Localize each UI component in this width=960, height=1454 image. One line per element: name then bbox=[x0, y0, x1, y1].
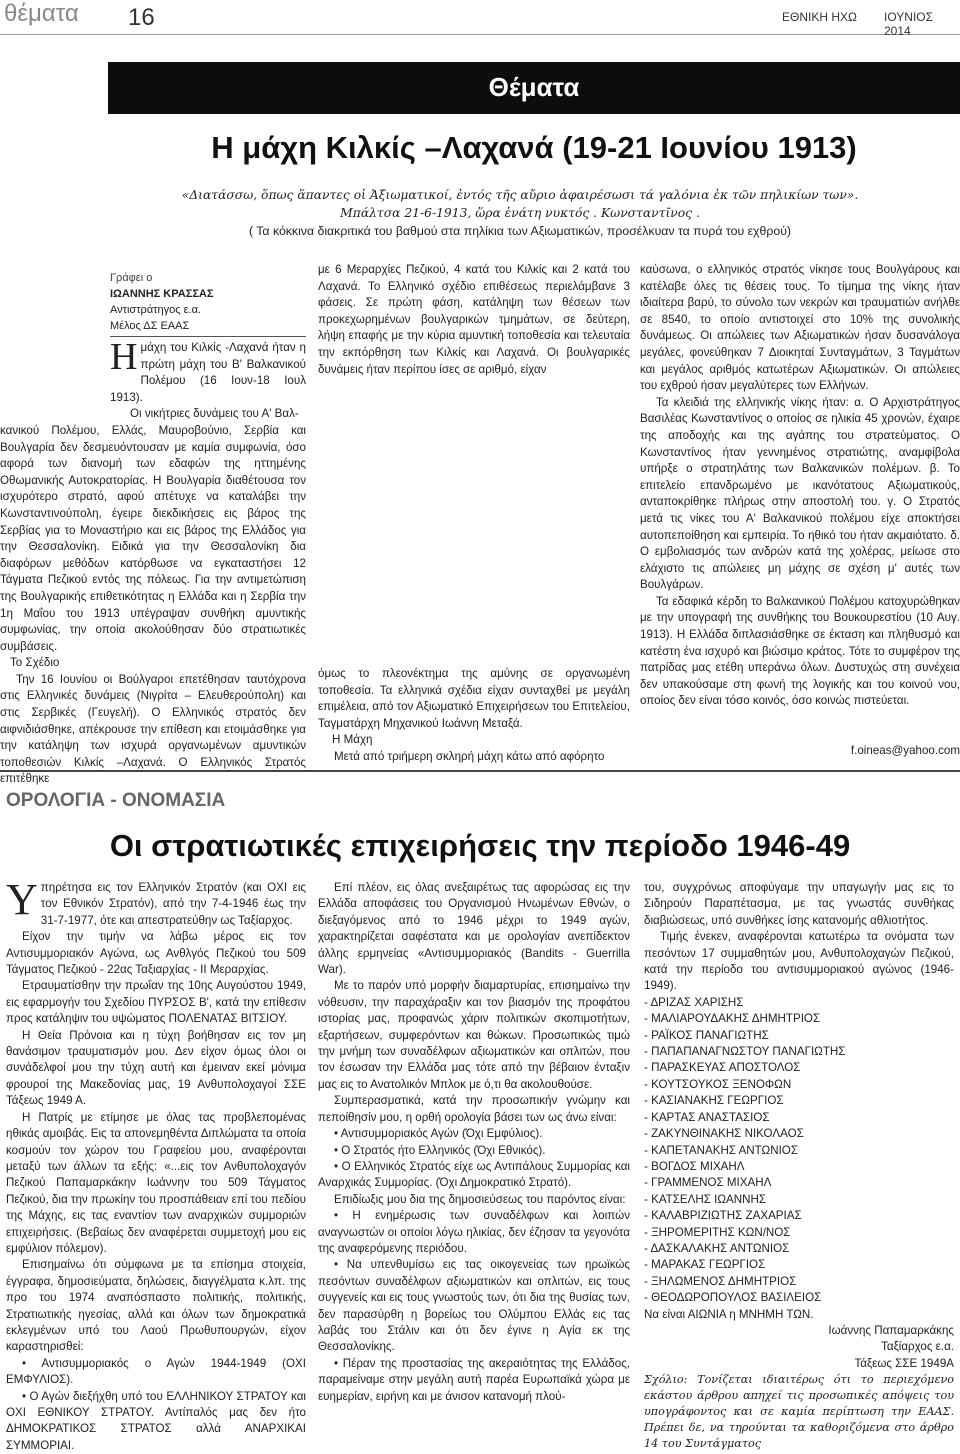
author-name: ΙΩΑΝΝΗΣ ΚΡΑΣΣΑΣ bbox=[110, 288, 214, 300]
lead-paragraph: μάχη του Κιλκίς -Λαχανά ήταν η πρώτη μάχη του Β' Βαλκανικού Πολέμου (16 Ιουν-18 Ιουλ 1913). bbox=[110, 341, 306, 404]
list-item: - ΠΑΡΑΣΚΕΥΑΣ ΑΠΟΣΤΟΛΟΣ bbox=[644, 1061, 801, 1075]
paragraph: Επιδίωξις μου δια της δημοσιεύσεως του παρόντος είναι: bbox=[334, 1192, 626, 1206]
article2-kicker: ΟΡΟΛΟΓΙΑ - ΟΝΟΜΑΣΙΑ bbox=[6, 790, 226, 811]
list-item: - ΚΟΥΤΣΟΥΚΟΣ ΞΕΝΟΦΩΝ bbox=[644, 1077, 792, 1091]
paragraph: Οι νικήτριες δυνάμεις του Α' Βαλ- bbox=[130, 407, 299, 421]
paragraph: Τα εδαφικά κέρδη το Βαλκανικού Πολέμου κατοχυρώθηκαν με την υπογραφή της συνθήκης του Βουκουρεστίου (10 Αυγ. 1913). Η Ελλάδα διπλασιάσθηκε σε έκταση και πληθυσμό και κατέστη ένα ισχυρό και βιώσιμο κράτος. Τότε το συμφέρον της πατρίδας μας ετέθη υπεράνω όλων. Δυστυχώς στη συνέχεια δεν υπακούσαμε στη φωνή της λογικής και του κοινού νου, οποίος δεν είναι τόσο κοινός, όσο κοινώς πιστεύεται. bbox=[640, 594, 960, 708]
author-email[interactable]: f.oineas@yahoo.com bbox=[850, 744, 960, 757]
list-item: - ΞΗΛΩΜΕΝΟΣ ΔΗΜΗΤΡΙΟΣ bbox=[644, 1274, 797, 1288]
editorial-note: Σχόλιο: Τονίζεται ιδιαιτέρως ότι το περιεχόμενο εκάστου άρθρου απηχεί τις προσωπικές απόψεις του υπογράφοντος και σε καμία περίπτωση την ΕΑΑΣ. Πρέπει δε, να τηρούνται τα καθοριζόμενα στο άρθρο 14 του Συντάγματος bbox=[644, 1373, 954, 1451]
epigraph-quote: «Διατάσσω, ὅπως ἅπαντες οἱ Ἀξιωματικοί, ἐντός τῆς αὔριο ἀφαιρέσωσι τά γαλόνια ἐκ τῶν πηλικίων των». bbox=[181, 188, 859, 202]
section-name: θέματα bbox=[4, 0, 79, 27]
dropcap: Υ bbox=[6, 875, 38, 924]
epigraph-note: ( Τα κόκκινα διακριτικά του βαθμού στα πηλίκια των Αξιωματικών, προσέλκυαν τα πυρά του εχθρού) bbox=[248, 224, 792, 238]
article1-column-2 bbox=[318, 262, 630, 378]
bullet-item: • Ο Ελληνικός Στρατός είχε ως Αντιπάλους Συμμορίας και Αναρχικάς Συμμορίας. (Όχι Δημοκρατικό Στρατό). bbox=[318, 1159, 630, 1190]
signature-rank: Ταξίαρχος ε.α. bbox=[881, 1340, 954, 1354]
paragraph: Τα κλειδιά της ελληνικής νίκης ήταν: α. Ο Αρχιστράτηγος Βασιλέας Κωνσταντίνος ο οποίος σε ηλικία 45 χρονών, έχαιρε της αποδοχής και της αγάπης του στρατεύματος. Ο Κωνσταντίνος ήταν γεννημένος στρατιώτης, αναμφίβολα υπήρξε ο στρατηλάτης των Βαλκανικών πολέμων. β. Το επιτελείο επανδρωμένο με ικανότατους Αξιωματικούς, ανταποκρίθηκε πλήρως στην αποστολή του. γ. Ο Στρατός μετά τις νίκες του Α' Βαλκανικού πολέμου είχε αποκτήσει αυτοπεποίθηση και εμπειρία. Το ηθικό του ήταν ακμαιότατο. δ. Ο εμβολιασμός των ανδρών κατά της χολέρας, μείωσε στο ελάχιστο τις απώλειες μη μάχης σε σχέση μ' αυτές των Βουλγάρων. bbox=[640, 395, 960, 592]
list-item: - ΔΑΣΚΑΛΑΚΗΣ ΑΝΤΩΝΙΟΣ bbox=[644, 1241, 790, 1255]
author-rank: Αντιστράτηγος ε.α. bbox=[110, 304, 201, 316]
list-item: - ΔΡΙΖΑΣ ΧΑΡΙΣΗΣ bbox=[644, 995, 744, 1009]
paragraph: Με το παρόν υπό μορφήν διαμαρτυρίας, επισημαίνω την νόθευσιν, την παραχάραξιν και τον βιασμόν της προφάτου ιστορίας μας, προφανώς χάριν πολιτικών σκοπιμοτήτων, εξαρτήσεων, συμφερόντων και θώκων. Προσωπικώς τιμώ την μνήμη των συναδέλφων αξιωματικών και οπλιτών, που τον έσωσαν την Ελλάδα μας τότε από την βέβαιον ένταξιν μας εις το Ανατολικόν Μπλοκ με ό,τι θα ακολουθούσε. bbox=[318, 979, 630, 1091]
article2-title: Οι στρατιωτικές επιχειρήσεις την περίοδο 1946-49 bbox=[109, 828, 851, 863]
signature-name: Ιωάννης Παπαμαρκάκης bbox=[828, 1323, 954, 1337]
list-item: - ΒΟΓΔΟΣ ΜΙΧΑΗΛ bbox=[644, 1159, 745, 1173]
paper-name: ΕΘΝΙΚΗ ΗΧΩ bbox=[782, 10, 857, 24]
list-item: - ΚΑΣΙΑΝΑΚΗΣ ΓΕΩΡΓΙΟΣ bbox=[644, 1094, 784, 1108]
bullet-item: • Αντισυμμοριακός Αγών (Όχι Εμφύλιος). bbox=[334, 1127, 543, 1141]
masthead bbox=[0, 0, 960, 38]
paragraph: Η Θεία Πρόνοια και η τύχη βοήθησαν εις τον μη θανάσιμον τραυματισμόν μου. Δεν είχον όμως όλοι οι συνάδελφοί μου την τύχη αυτή και έμειναν εκεί μόνιμα φρουροί της Μακεδονίας μας, 19 Ανθυπολοχαγοί ΣΣΕ Τάξεως 1949 Α. bbox=[6, 1028, 306, 1108]
bullet-item: • Να υπενθυμίσω εις τας οικογενείας των ηρωϊκώς πεσόντων συναδέλφων αξιωματικών και οπλιτών, εις τους συγγενείς και εις τους γνωστούς των, ότι δια της θυσίας των, δεν παρασύρθη η βορείως του Ολύμπου Ελλάς εις τας λαβάς του Στάλιν και ότι δεν έγινε η Αγία εκ της Θεσσαλονίκης. bbox=[318, 1258, 630, 1354]
bullet-item: • Ο Αγών διεξήχθη υπό του ΕΛΛΗΝΙΚΟΥ ΣΤΡΑΤΟΥ και ΟΧΙ ΕΘΝΙΚΟΥ ΣΤΡΑΤΟΥ. Αντίπαλός μας δεν ήτο ΔΗΜΟΚΡΑΤΙΚΟΣ ΣΤΡΑΤΟΣ αλλά ΑΝΑΡΧΙΚΑΙ ΣΥΜΜΟΡΙΑΙ. bbox=[6, 1389, 306, 1452]
byline bbox=[110, 270, 310, 334]
byline-writes: Γράφει ο bbox=[110, 272, 153, 284]
bullet-item: • Ο Στρατός ήτο Ελληνικός (Όχι Εθνικός). bbox=[334, 1143, 546, 1157]
article2-column-3 bbox=[644, 880, 954, 1452]
list-item: - ΜΑΛΙΑΡΟΥΔΑΚΗΣ ΔΗΜΗΤΡΙΟΣ bbox=[644, 1012, 821, 1026]
author-member: Μέλος ΔΣ ΕΑΑΣ bbox=[110, 320, 190, 332]
subheading: Το Σχέδιο bbox=[10, 656, 60, 670]
banner-title: Θέματα bbox=[488, 72, 580, 102]
paragraph: Επί πλέον, εις όλας ανεξαιρέτως τας αφορώσας εις την Ελλάδα αποφάσεις του Οργανισμού Ηνωμένων Εθνών, ο διεξαγόμενος από το 1946 μέχρι το 1949 αγών, χαρακτηρίζεται σαφέστατα και με ορολογίαν ανεπίδεκτον άλλης ερμηνείας «Αντισυμμοριακός (Bandits - Guerrilla War). bbox=[318, 881, 630, 977]
bullet-item: • Αντισυμμοριακός ο Αγών 1944-1949 (ΟΧΙ ΕΜΦΥΛΙΟΣ). bbox=[6, 1356, 306, 1387]
paragraph: με 6 Μεραρχίες Πεζικού, 4 κατά του Κιλκίς και 2 κατά του Λαχανά. Το Ελληνικό σχέδιο επιθέσεως περιελάμβανε 3 φάσεις. Σε πρώτη φάση, κατάληψη των θέσεων των προκεχωρημένων βουλγαρικών τμημάτων, σε δεύτερη, λήψη επαφής με την κύρια αμυντική τοποθεσία και τελευταία την εκπόρθηση των Κιλκίς και Λαχανά. Οι βουλγαρικές δυνάμεις ήταν περίπου ίσες σε αριθμό, είχαν bbox=[318, 263, 630, 376]
list-item: - ΖΑΚΥΝΘΙΝΑΚΗΣ ΝΙΚΟΛΑΟΣ bbox=[644, 1127, 804, 1141]
paragraph: καύσωνα, ο ελληνικός στρατός νίκησε τους Βουλγάρους και κατέλαβε όλες τις θέσεις τους. Το τίμημα της νίκης ήταν ιδιαίτερα βαρύ, το σύνολο των νεκρών και τραυματιών ανήλθε σε 8540, το οποίο αντιστοιχεί στο 10% της συνολικής δυνάμεως. Οι απώλειες των Αξιωματικών ήσαν δυσανάλογα μεγάλες, φονεύθηκαν 7 Διοικηταί Συνταγμάτων, 3 Ταγμάτων και μεγάλος αριθμός κατωτέρων Αξιωματικών. Οι απώλειες του εχθρού ήσαν μεγαλύτερες των Ελλήνων. bbox=[640, 263, 960, 393]
paragraph: Μετά από τριήμερη σκληρή μάχη κάτω από αφόρητο bbox=[334, 749, 605, 763]
paragraph: Επισημαίνω ότι σύμφωνα με τα επίσημα στοιχεία, έγγραφα, δημοσιεύματα, δηλώσεις, διαγγέλματα κ.λπ. της προ του 1974 αναπόσπαστο πολιτικής, πολιτικής, Στρατιωτικής ηγεσίας, αλλά και όλων των δημοκρατικά εκλεγμένων υπό του Λαού Πρωθυπουργών, είχον καραστηρισθεί: bbox=[6, 1258, 306, 1354]
article-title: Η μάχη Κιλκίς –Λαχανά (19-21 Ιουνίου 1913) bbox=[211, 130, 857, 165]
epigraph bbox=[130, 186, 910, 240]
section-banner bbox=[108, 62, 960, 114]
paragraph: όμως το πλεονέκτημα της αμύνης σε οργανωμένη τοποθεσία. Τα ελληνικά σχέδια είχαν συνταχθεί με μεγάλη επιμέλεια, από τον Αξιωματικό Επιχειρήσεων του Επιτελείου, Ταγματάρχη Μηχανικού Ιωάννη Μεταξά. bbox=[318, 667, 630, 730]
list-item: - ΚΑΤΣΕΛΗΣ ΙΩΑΝΝΗΣ bbox=[644, 1192, 767, 1206]
list-item: - ΓΡΑΜΜΕΝΟΣ ΜΙΧΑΗΛ bbox=[644, 1176, 772, 1190]
paragraph: πηρέτησα εις τον Ελληνικόν Στρατόν (και ΟΧΙ εις τον Εθνικόν Στρατόν), από την 7-4-1946 έως την 31-7-1977, ότε και απεστρατεύθην ως Ταξίαρχος. bbox=[40, 881, 306, 927]
issue-date: ΙΟΥΝΙΟΣ 2014 bbox=[884, 10, 934, 38]
paragraph: Συμπερασματικά, κατά την προσωπικήν γνώμην και πεποίθησίν μου, η ορθή ορολογία βάσει των ως άνω είναι: bbox=[318, 1094, 630, 1124]
names-list bbox=[644, 995, 954, 1307]
paragraph: Την 16 Ιουνίου οι Βούλγαροι επετέθησαν ταυτόχρονα στις Ελληνικές δυνάμεις (Νιγρίτα – Ελευθερούπολη) και στις Σερβικές (Γευγελή). Ο Ελληνικός στρατός δεν αιφνιδιάσθηκε, απέκρουσε την επίθεση και ετοιμάσθηκε για την κατάληψη των ισχυρά οργανωμένων αμυντικών τοποθεσιών Κιλκίς –Λαχανά. Ο Ελληνικός Στρατός επιτέθηκε bbox=[0, 672, 306, 786]
list-item: - ΠΑΠΑΠΑΝΑΓΝΩΣΤΟΥ ΠΑΝΑΓΙΩΤΗΣ bbox=[644, 1045, 846, 1059]
paragraph: κανικού Πολέμου, Ελλάς, Μαυροβούνιο, Σερβία και Βουλγαρία δεν δεσμευόντουσαν με καμία συμφωνία, όσο αφορά των διανομή των εδαφών της ηττημένης Οθωμανικής Αυτοκρατορίας. Η Βουλγαρία διαθέτουσα τον ισχυρότερο στρατό, αφού απέτυχε να καταλάβει την Κωνσταντινούπολη, έγειρε διεκδικήσεις εις βάρος της Σερβίας για το Μοναστήριο και εις βάρος της Ελλάδος για την Θεσσαλονίκη. Ειδικά για την Θεσσαλονίκη δια διαφόρων μεθόδων κατόρθωσε να εγκαταστήσει 12 Τάγματα Πεζικού εντός της πόλεως. Για την αντιμετώπιση της Βουλγαρικής επιθετικότητας η Ελλάδα και η Σερβία την 1η Μαΐου του 1913 υπέγραψαν συνθήκη αμυντικής συμφωνίας, την οποία ακολούθησαν δύο στρατιωτικές συμβάσεις. bbox=[0, 423, 306, 653]
list-item: - ΚΑΛΑΒΡΙΖΙΩΤΗΣ ΖΑΧΑΡΙΑΣ bbox=[644, 1209, 802, 1223]
list-item: - ΚΑΡΤΑΣ ΑΝΑΣΤΑΣΙΟΣ bbox=[644, 1110, 770, 1124]
epigraph-source: Μπάλτσα 21-6-1913, ὥρα ἐνάτη νυκτός . Κωνσταντῖνος . bbox=[340, 206, 700, 220]
list-item: - ΞΗΡΟΜΕΡΙΤΗΣ ΚΩΝ/ΝΟΣ bbox=[644, 1225, 791, 1239]
paragraph: Τιμής ένεκεν, αναφέρονται κατωτέρω τα ονόματα των πεσόντων 17 συμμαθητών μου, Ανθυπολοχαγών Πεζικού, κατά την περίοδο του αντισυμμοριακού αγώνος (1946-1949). bbox=[644, 930, 954, 993]
subheading: Η Μάχη bbox=[332, 733, 373, 747]
bullet-item: • Πέραν της προστασίας της ακεραιότητας της Ελλάδος, παραμείναμε στην μεγάλη αυτή παρέα Ευρωπαϊκά χώρα με ευημερίαν, ειρήνη και με άνισον κατανομή πλού- bbox=[318, 1356, 630, 1403]
closing-line: Να είναι ΑΙΩΝΙΑ η ΜΝΗΜΗ ΤΩΝ. bbox=[644, 1307, 814, 1321]
article2-column-2 bbox=[318, 880, 630, 1405]
paragraph: Ετραυματίσθην την πρωΐαν της 10ης Αυγούστου 1949, εις εφαρμογήν του Σχεδίου ΠΥΡΣΟΣ Β', κατά την επίθεσιν προς κατάληψιν του υψώματος ΠΟΛΕΝΑΤΑΣ ΒΙΤΣΙΟΥ. bbox=[6, 979, 306, 1026]
list-item: - ΡΑΪΚΟΣ ΠΑΝΑΓΙΩΤΗΣ bbox=[644, 1028, 769, 1042]
list-item: - ΚΑΠΕΤΑΝΑΚΗΣ ΑΝΤΩΝΙΟΣ bbox=[644, 1143, 798, 1157]
article1-column-3 bbox=[640, 262, 960, 710]
article2-column-1 bbox=[6, 875, 306, 1454]
paragraph: του, συγχρόνως αποφύγαμε την υπαγωγήν μας εις το Σιδηρούν Παραπέτασμα, με τας γνωστάς συνθήκας διαβιώσεως, υπό συνθήκες ίσης κατανομής αθλιοτήτος. bbox=[644, 881, 954, 927]
signature-class: Τάξεως ΣΣΕ 1949Α bbox=[854, 1356, 954, 1370]
article1-column-2-continued bbox=[318, 666, 630, 766]
list-item: - ΜΑΡΑΚΑΣ ΓΕΩΡΓΙΟΣ bbox=[644, 1258, 766, 1272]
bullet-item: • Η ενημέρωσις των συναδέλφων και λοιπών αναγνωστών οι οποίοι λόγω ηλικίας, δεν έζησαν τα γεγονότα της αναφερόμενης περιόδου. bbox=[318, 1209, 630, 1255]
page-number: 16 bbox=[128, 4, 155, 31]
list-item: - ΘΕΟΔΩΡΟΠΟΥΛΟΣ ΒΑΣΙΛΕΙΟΣ bbox=[644, 1291, 822, 1305]
dropcap: Η bbox=[110, 336, 138, 378]
paragraph: Η Πατρίς με ετίμησε με όλας τας προβλεπομένας ηθικάς αμοιβάς. Εις τα απονεμηθέντα Διπλώματα τα οποία κοσμούν τον χώρον του Γραφείου μου, αναφέρονται μεταξύ των άλλων τα εξής: «...εις τον Ανθυπολοχαγόν Πεζικού Παπαμαρκάκην Ιωάννην του 509 Τάγματος Πεζικού, δια την πρωκίην του προσπάθειαν επί του πεδίου της Μάχης, εις τας εναντίον των αναρχικών συμμοριών επιχειρήσεις. (Βεβαίως δεν αναφέρεται συμμετοχή μου εις εμφύλιον πόλεμον). bbox=[6, 1110, 306, 1255]
paragraph: Είχον την τιμήν να λάβω μέρος εις τον Αντισυμμοριακόν Αγώνα, ως Ανθλγός Πεζικού του 509 Τάγματος Πεζικού - 22ας Ταξιαρχίας - ΙΙ Μεραρχίας. bbox=[6, 930, 306, 977]
article1-column-1 bbox=[0, 330, 306, 788]
section-divider bbox=[0, 770, 960, 772]
